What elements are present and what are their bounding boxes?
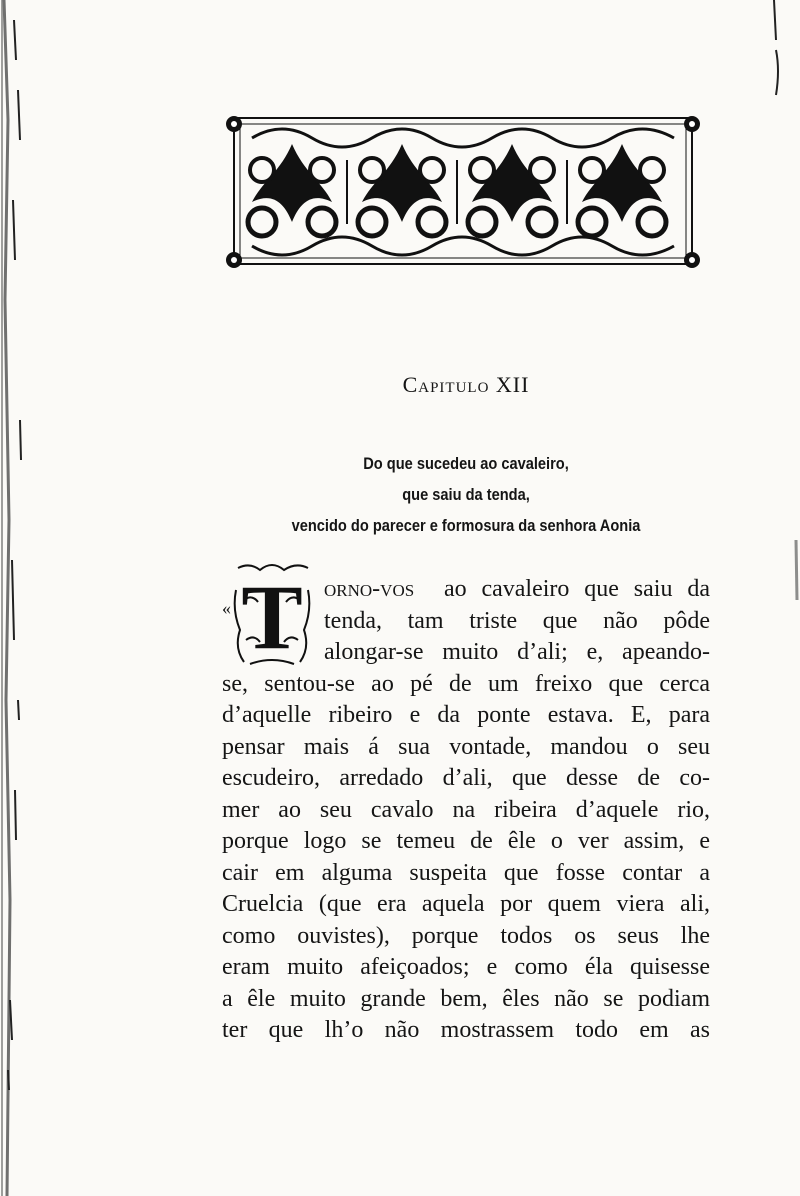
chapter-subtitle	[256, 448, 676, 541]
text-line: ter que lh’o não mostrassem todo em as	[222, 1017, 710, 1043]
opening-quote: «	[222, 598, 231, 618]
subtitle-line: Do que sucedeu ao cavaleiro,	[363, 454, 569, 473]
text-line: eram muito afeiçoados; e como éla quisesse	[222, 954, 710, 980]
text-line: alongar-se muito d’ali; e, apeando-	[324, 639, 710, 665]
text-line: mer ao seu cavalo na ribeira d’aquele rio,	[222, 796, 710, 823]
subtitle-line: vencido do parecer e formosura da senhora Aonia	[291, 516, 641, 535]
scan-edge-right	[770, 0, 800, 1196]
text-line	[222, 574, 710, 606]
text-line: se, sentou-se ao pé de um freixo que cerca	[222, 670, 710, 697]
chapter-ornament	[222, 110, 704, 272]
text-line: como ouvistes), porque todos os seus lhe	[222, 922, 710, 949]
text-line: tenda, tam triste que não pôde	[324, 607, 710, 634]
body-text	[222, 574, 710, 1047]
subtitle-line: que saiu da tenda,	[402, 485, 530, 504]
text-line: porque logo se temeu de êle o ver assim, e	[222, 828, 710, 854]
scan-edge-left	[0, 0, 34, 1196]
text-line: d’aquelle ribeiro e da ponte estava. E, para	[222, 702, 710, 728]
text-line: Cruelcia (que era aquela por quem viera ali,	[222, 891, 710, 917]
text-line: a êle muito grande bem, êles não se podiam	[222, 985, 710, 1012]
initial-letter: T	[241, 566, 303, 668]
first-word-rest: orno-vos	[324, 576, 415, 602]
text-line: cair em alguma suspeita que fosse contar a	[222, 859, 710, 886]
first-line-rest: ao cavaleiro que saiu da	[443, 576, 711, 602]
chapter-heading: Capitulo XII	[402, 372, 530, 397]
text-line: pensar mais á sua vontade, mandou o seu	[222, 733, 710, 760]
text-line: escudeiro, arredado d’ali, que desse de co-	[222, 765, 710, 791]
